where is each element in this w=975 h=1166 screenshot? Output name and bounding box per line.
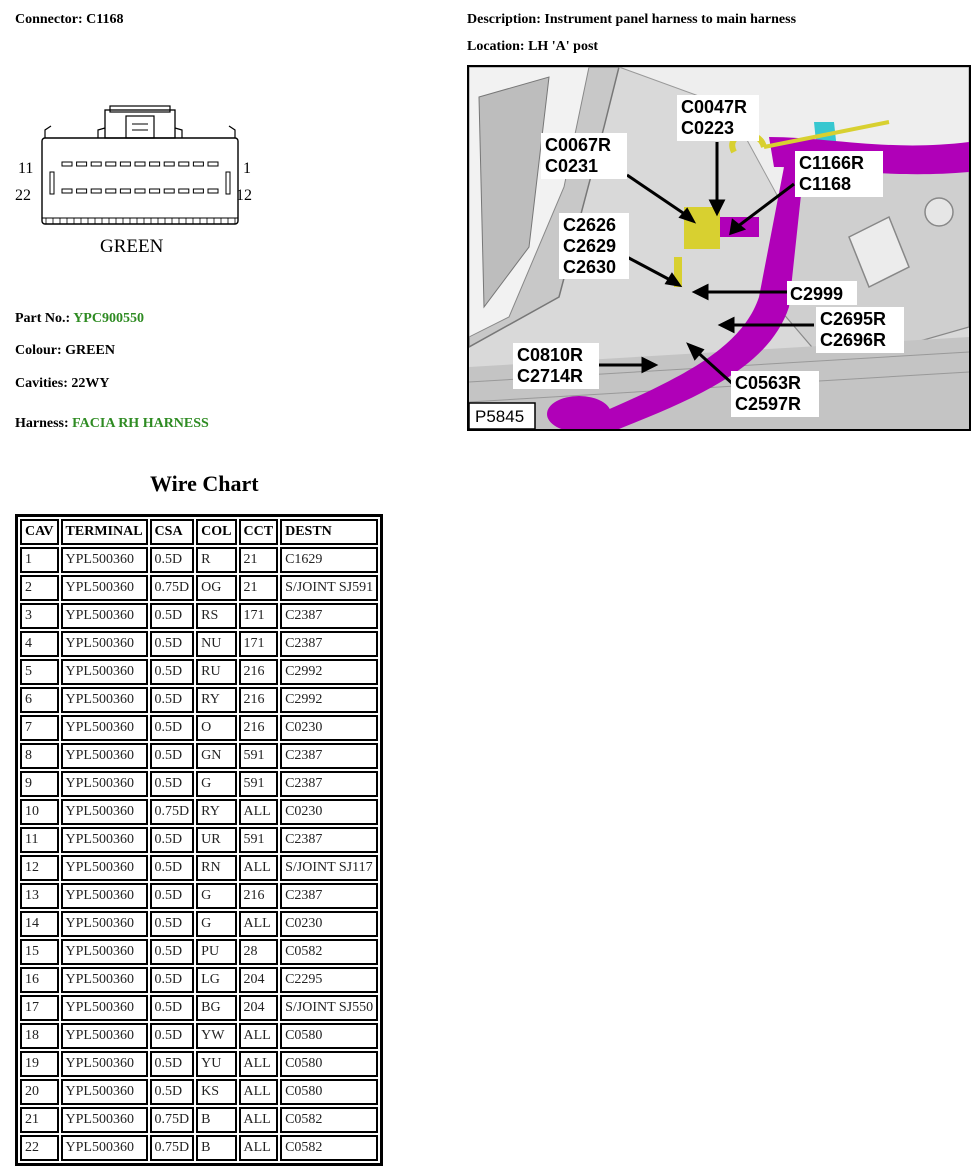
column-header-csa: CSA (150, 519, 195, 545)
cell-terminal: YPL500360 (61, 1079, 148, 1105)
cell-cav: 21 (20, 1107, 59, 1133)
table-row (20, 631, 378, 657)
cell-cav: 6 (20, 687, 59, 713)
cell-cct: 28 (239, 939, 279, 965)
callout-c0047r: C0047R (681, 97, 748, 117)
cell-cav: 8 (20, 743, 59, 769)
cell-col: NU (196, 631, 236, 657)
cell-col: BG (196, 995, 236, 1021)
cell-cav: 14 (20, 911, 59, 937)
connector-face-drawing (10, 100, 270, 270)
pin-cavity (106, 162, 116, 166)
cell-col: B (196, 1135, 236, 1161)
cell-destn: C2387 (280, 883, 378, 909)
callout-c0810r: C0810R (517, 345, 584, 365)
cell-csa: 0.5D (150, 827, 195, 853)
cell-destn: C0580 (280, 1079, 378, 1105)
cell-terminal: YPL500360 (61, 547, 148, 573)
table-row (20, 771, 378, 797)
part-number (15, 311, 144, 327)
cell-cav: 19 (20, 1051, 59, 1077)
callout-c0067r: C0067R (545, 135, 612, 155)
pin-cavity (208, 162, 218, 166)
location (467, 39, 598, 55)
pin-row-top (62, 162, 218, 166)
cell-cav: 1 (20, 547, 59, 573)
cell-destn: C2387 (280, 603, 378, 629)
cell-csa: 0.5D (150, 715, 195, 741)
location-photo-drawing (469, 67, 969, 429)
photo-code: P5845 (475, 407, 525, 426)
cell-cct: 216 (239, 659, 279, 685)
table-row (20, 1051, 378, 1077)
cell-cct: ALL (239, 1079, 279, 1105)
cell-cav: 20 (20, 1079, 59, 1105)
table-row (20, 939, 378, 965)
cell-cav: 10 (20, 799, 59, 825)
cell-col: UR (196, 827, 236, 853)
table-row (20, 743, 378, 769)
table-row (20, 855, 378, 881)
cell-cav: 16 (20, 967, 59, 993)
cell-destn: C0580 (280, 1023, 378, 1049)
table-row (20, 827, 378, 853)
cell-csa: 0.5D (150, 631, 195, 657)
cell-cav: 15 (20, 939, 59, 965)
table-row (20, 603, 378, 629)
cell-col: YW (196, 1023, 236, 1049)
cell-col: OG (196, 575, 236, 601)
cell-cav: 4 (20, 631, 59, 657)
cell-cct: ALL (239, 1023, 279, 1049)
cell-destn: S/JOINT SJ117 (280, 855, 378, 881)
cell-csa: 0.5D (150, 1079, 195, 1105)
cell-csa: 0.5D (150, 771, 195, 797)
pin-cavity (106, 189, 116, 193)
cell-destn: C2387 (280, 771, 378, 797)
pin-cavity (91, 162, 101, 166)
cell-csa: 0.5D (150, 995, 195, 1021)
column-header-cav: CAV (20, 519, 59, 545)
cell-cct: ALL (239, 911, 279, 937)
cell-cav: 11 (20, 827, 59, 853)
cell-col: RS (196, 603, 236, 629)
pin-cavity (193, 162, 203, 166)
connector-color-label: GREEN (100, 236, 164, 257)
cell-csa: 0.5D (150, 547, 195, 573)
callout-c2626: C2626 (563, 215, 617, 235)
pin-cavity (164, 189, 174, 193)
callout-c1168: C1168 (799, 174, 852, 194)
cell-terminal: YPL500360 (61, 827, 148, 853)
cell-cav: 9 (20, 771, 59, 797)
callout-c0231: C0231 (545, 156, 599, 176)
cell-cct: ALL (239, 1135, 279, 1161)
connector-face-diagram (10, 100, 270, 270)
cell-cct: 591 (239, 827, 279, 853)
cell-destn: C0582 (280, 1107, 378, 1133)
harness (15, 416, 209, 432)
wire-chart-header-row (20, 519, 378, 545)
cell-terminal: YPL500360 (61, 687, 148, 713)
cell-destn: C2387 (280, 827, 378, 853)
cell-col: G (196, 771, 236, 797)
table-row (20, 547, 378, 573)
cavities-value: 22WY (71, 376, 110, 391)
cell-terminal: YPL500360 (61, 967, 148, 993)
pin-cavity (77, 162, 87, 166)
cell-destn: C0230 (280, 799, 378, 825)
wire-chart-title: Wire Chart (150, 471, 259, 496)
cell-cav: 2 (20, 575, 59, 601)
callout-c2629: C2629 (563, 236, 617, 256)
cell-cct: ALL (239, 1051, 279, 1077)
cell-csa: 0.5D (150, 883, 195, 909)
location-value: LH 'A' post (528, 39, 599, 54)
cell-cct: ALL (239, 855, 279, 881)
cell-cct: ALL (239, 799, 279, 825)
pin-cavity (77, 189, 87, 193)
cell-csa: 0.5D (150, 967, 195, 993)
cell-csa: 0.75D (150, 1135, 195, 1161)
table-row (20, 687, 378, 713)
connector-label: Connector: (15, 12, 83, 27)
cell-col: RY (196, 799, 236, 825)
description-label: Description: (467, 12, 541, 27)
pin-cavity (120, 162, 130, 166)
cell-col: RN (196, 855, 236, 881)
cell-cct: 171 (239, 603, 279, 629)
callout-c2999: C2999 (790, 284, 844, 304)
pin-cavity (150, 162, 160, 166)
cell-terminal: YPL500360 (61, 715, 148, 741)
cell-cct: 591 (239, 743, 279, 769)
wire-chart-body (20, 547, 378, 1161)
cell-terminal: YPL500360 (61, 1023, 148, 1049)
cell-csa: 0.75D (150, 575, 195, 601)
description (467, 12, 796, 28)
colour (15, 343, 115, 359)
cell-col: R (196, 547, 236, 573)
colour-label: Colour: (15, 343, 62, 358)
cell-terminal: YPL500360 (61, 771, 148, 797)
table-row (20, 1135, 378, 1161)
cell-csa: 0.5D (150, 1051, 195, 1077)
description-value: Instrument panel harness to main harness (544, 12, 797, 27)
pin-label-12: 12 (236, 187, 252, 204)
cell-destn: C2387 (280, 743, 378, 769)
pin-label-11: 11 (18, 160, 34, 177)
cell-cav: 5 (20, 659, 59, 685)
cell-destn: C0580 (280, 1051, 378, 1077)
location-photo (467, 65, 971, 431)
cell-terminal: YPL500360 (61, 575, 148, 601)
cell-cav: 12 (20, 855, 59, 881)
cell-terminal: YPL500360 (61, 883, 148, 909)
cell-terminal: YPL500360 (61, 799, 148, 825)
table-row (20, 883, 378, 909)
cell-col: GN (196, 743, 236, 769)
cell-terminal: YPL500360 (61, 1135, 148, 1161)
cell-destn: S/JOINT SJ591 (280, 575, 378, 601)
cell-cct: 216 (239, 715, 279, 741)
cell-csa: 0.5D (150, 659, 195, 685)
cell-col: RU (196, 659, 236, 685)
cell-col: B (196, 1107, 236, 1133)
cell-col: YU (196, 1051, 236, 1077)
table-row (20, 1107, 378, 1133)
callout-c1166r: C1166R (799, 153, 865, 173)
pin-cavity (135, 162, 145, 166)
pin-row-bottom (62, 189, 218, 193)
cell-destn: S/JOINT SJ550 (280, 995, 378, 1021)
cell-destn: C2992 (280, 659, 378, 685)
harness-link[interactable]: FACIA RH HARNESS (72, 416, 209, 431)
callout-c2630: C2630 (563, 257, 617, 277)
callout-c0223: C0223 (681, 118, 735, 138)
cell-csa: 0.75D (150, 1107, 195, 1133)
table-row (20, 659, 378, 685)
cell-csa: 0.5D (150, 939, 195, 965)
pin-cavity (179, 162, 189, 166)
column-header-cct: CCT (239, 519, 279, 545)
cell-cct: 204 (239, 995, 279, 1021)
cell-csa: 0.75D (150, 799, 195, 825)
table-row (20, 715, 378, 741)
cell-cav: 13 (20, 883, 59, 909)
callout-c0563r: C0563R (735, 373, 802, 393)
cell-csa: 0.5D (150, 855, 195, 881)
cell-col: PU (196, 939, 236, 965)
cell-destn: C1629 (280, 547, 378, 573)
callout-c2597r: C2597R (735, 394, 802, 414)
cell-csa: 0.5D (150, 603, 195, 629)
pin-label-22: 22 (15, 187, 31, 204)
pin-cavity (120, 189, 130, 193)
cell-terminal: YPL500360 (61, 1051, 148, 1077)
table-row (20, 1079, 378, 1105)
cell-terminal: YPL500360 (61, 995, 148, 1021)
harness-label: Harness: (15, 416, 69, 431)
cell-col: LG (196, 967, 236, 993)
cell-terminal: YPL500360 (61, 855, 148, 881)
pin-cavity (208, 189, 218, 193)
cell-terminal: YPL500360 (61, 659, 148, 685)
cell-col: RY (196, 687, 236, 713)
table-row (20, 1023, 378, 1049)
cell-terminal: YPL500360 (61, 631, 148, 657)
colour-value: GREEN (65, 343, 115, 358)
cell-csa: 0.5D (150, 911, 195, 937)
cell-cav: 17 (20, 995, 59, 1021)
column-header-col: COL (196, 519, 236, 545)
cell-cav: 22 (20, 1135, 59, 1161)
pin-cavity (135, 189, 145, 193)
cell-csa: 0.5D (150, 1023, 195, 1049)
cell-destn: C2992 (280, 687, 378, 713)
cell-cct: 171 (239, 631, 279, 657)
callout-c2714r: C2714R (517, 366, 584, 386)
cell-terminal: YPL500360 (61, 603, 148, 629)
cavities-label: Cavities: (15, 376, 68, 391)
cell-cct: 591 (239, 771, 279, 797)
wire-chart-table (15, 514, 383, 1166)
cell-destn: C0582 (280, 939, 378, 965)
cell-cav: 18 (20, 1023, 59, 1049)
table-row (20, 995, 378, 1021)
cell-terminal: YPL500360 (61, 1107, 148, 1133)
pin-label-1: 1 (243, 160, 251, 177)
column-header-destn: DESTN (280, 519, 378, 545)
pin-cavity (150, 189, 160, 193)
cell-terminal: YPL500360 (61, 939, 148, 965)
cell-destn: C2295 (280, 967, 378, 993)
cell-destn: C2387 (280, 631, 378, 657)
pin-cavity (62, 162, 72, 166)
cell-cct: 216 (239, 687, 279, 713)
cell-cct: ALL (239, 1107, 279, 1133)
pin-cavity (62, 189, 72, 193)
connector-value: C1168 (86, 12, 124, 27)
cell-csa: 0.5D (150, 687, 195, 713)
pin-cavity (193, 189, 203, 193)
column-header-terminal: TERMINAL (61, 519, 148, 545)
part-no-label: Part No.: (15, 311, 71, 326)
cell-cct: 216 (239, 883, 279, 909)
cell-cav: 7 (20, 715, 59, 741)
pin-cavity (179, 189, 189, 193)
table-row (20, 799, 378, 825)
part-no-link[interactable]: YPC900550 (73, 311, 144, 326)
cell-terminal: YPL500360 (61, 911, 148, 937)
location-label: Location: (467, 39, 525, 54)
table-row (20, 967, 378, 993)
callout-c2695r: C2695R (820, 309, 887, 329)
cell-destn: C0230 (280, 715, 378, 741)
cell-cct: 204 (239, 967, 279, 993)
cell-cct: 21 (239, 547, 279, 573)
pin-cavity (164, 162, 174, 166)
cell-terminal: YPL500360 (61, 743, 148, 769)
cell-col: O (196, 715, 236, 741)
table-row (20, 575, 378, 601)
cell-destn: C0582 (280, 1135, 378, 1161)
cell-col: KS (196, 1079, 236, 1105)
cell-col: G (196, 911, 236, 937)
cell-col: G (196, 883, 236, 909)
table-row (20, 911, 378, 937)
cell-cav: 3 (20, 603, 59, 629)
cavities (15, 376, 110, 392)
connector-id (15, 12, 124, 28)
cell-destn: C0230 (280, 911, 378, 937)
cell-cct: 21 (239, 575, 279, 601)
pin-cavity (91, 189, 101, 193)
cell-csa: 0.5D (150, 743, 195, 769)
callout-c2696r: C2696R (820, 330, 887, 350)
